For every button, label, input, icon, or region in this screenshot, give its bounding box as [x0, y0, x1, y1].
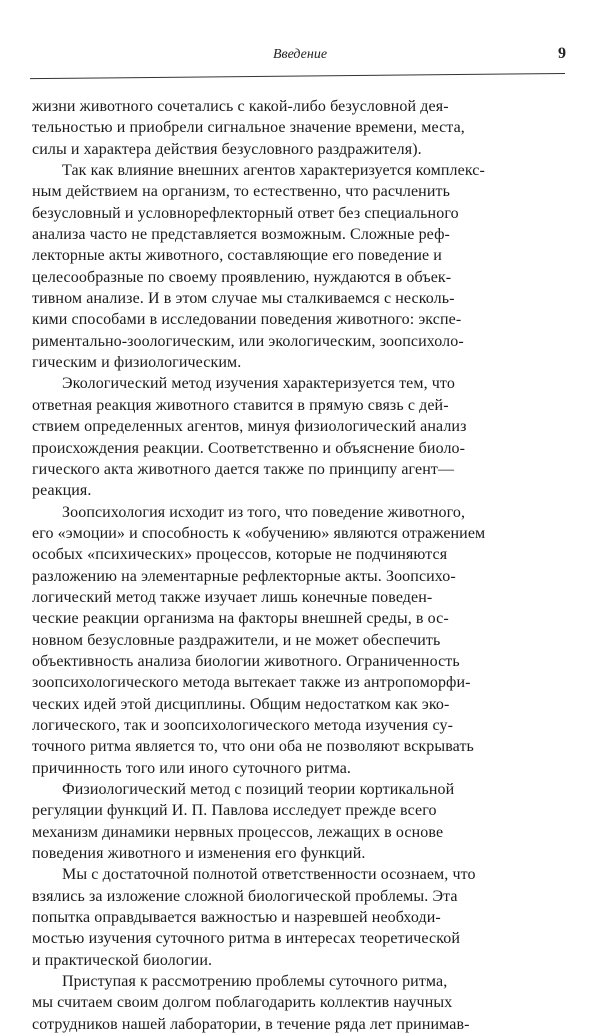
- paragraph-first-line: Физиологический метод с позиций теории кортикальной: [62, 781, 455, 798]
- text-line: механизм динамики нервных процессов, лежащих в основе: [32, 823, 444, 841]
- text-line: анализа часто не представляется возможным. Сложные реф-: [32, 226, 450, 244]
- text-line: жизни животного сочетались с какой-либо безусловной дея-: [32, 98, 449, 115]
- text-line: реакция.: [32, 482, 92, 500]
- text-line: поведения животного и изменения его функций.: [32, 845, 366, 863]
- text-line: его «эмоции» и способность к «обучению» являются отражением: [32, 524, 486, 542]
- text-line: и практической биологии.: [32, 951, 213, 969]
- text-line: особых «психических» процессов, которые не подчиняются: [32, 546, 448, 564]
- text-line: силы и характера действия безусловного раздражителя).: [32, 140, 422, 158]
- header-rule: [30, 73, 565, 79]
- text-line: ческие реакции организма на факторы внешней среды, в ос-: [32, 610, 449, 628]
- text-line: регуляции функций И. П. Павлова исследует прежде всего: [32, 802, 437, 820]
- text-line: сотрудников нашей лаборатории, в течение ряда лет принимав-: [32, 1015, 470, 1033]
- text-line: тельностью и приобрели сигнальное значение времени, места,: [32, 119, 465, 137]
- text-line: тивном анализе. И в этом случае мы сталкиваемся с несколь-: [32, 290, 455, 308]
- text-line: логический метод также изучает лишь конечные поведен-: [32, 588, 433, 606]
- text-line: гического акта животного дается также по принципу агент—: [32, 460, 455, 478]
- text-line: попытка оправдывается важностью и назревшей необходи-: [32, 909, 441, 927]
- text-line: логического, так и зоопсихологического метода изучения су-: [32, 716, 454, 734]
- text-line: гическим и физиологическим.: [32, 354, 242, 372]
- text-line: кими способами в исследовании поведения животного: экспе-: [32, 311, 462, 329]
- paragraph-first-line: Приступая к рассмотрению проблемы суточного ритма,: [62, 973, 448, 991]
- text-line: разложению на элементарные рефлекторные акты. Зоопсихо-: [32, 567, 456, 585]
- text-line: взялись за изложение сложной биологической проблемы. Эта: [32, 887, 458, 905]
- paragraph-first-line: Мы с достаточной полнотой ответственности осознаем, что: [62, 866, 476, 884]
- text-line: новном безусловные раздражители, и не может обеспечить: [32, 631, 441, 649]
- text-line: целесообразные по своему проявлению, нуждаются в объек-: [32, 268, 452, 286]
- text-line: ствием определенных агентов, минуя физиологический анализ: [32, 418, 467, 436]
- text-line: ответная реакция животного ставится в прямую связь с дей-: [32, 396, 449, 414]
- text-line: точного ритма является то, что они оба не позволяют вскрывать: [32, 738, 474, 756]
- paragraph-first-line: Зоопсихология исходит из того, что поведение животного,: [62, 503, 466, 521]
- text-line: зоопсихологического метода вытекает также из антропоморфи-: [32, 674, 471, 692]
- text-line: лекторные акты животного, составляющие его поведение и: [32, 247, 442, 265]
- text-line: объективность анализа биологии животного. Ограниченность: [32, 652, 460, 670]
- text-line: происхождения реакции. Соответственно и объяснение биоло-: [32, 439, 466, 457]
- text-line: безусловный и условнорефлекторный ответ без специального: [32, 204, 459, 222]
- text-line: риментально-зоологическим, или экологическим, зоопсихоло-: [32, 332, 464, 350]
- text-line: ным действием на организм, то естественно, что расчленить: [32, 183, 450, 201]
- text-line: ческих идей этой дисциплины. Общим недостатком как эко-: [32, 695, 450, 713]
- page-number: 9: [558, 45, 566, 62]
- text-line: причинность того или иного суточного ритма.: [32, 759, 351, 777]
- body-text: [32, 96, 562, 1035]
- text-line: мы считаем своим долгом поблагодарить коллектив научных: [32, 994, 453, 1012]
- paragraph-first-line: Так как влияние внешних агентов характеризуется комплекс-: [62, 162, 485, 180]
- running-header-title: Введение: [272, 47, 328, 62]
- text-line: мостью изучения суточного ритма в интересах теоретической: [32, 930, 461, 948]
- paragraph-first-line: Экологический метод изучения характеризуется тем, что: [62, 375, 455, 393]
